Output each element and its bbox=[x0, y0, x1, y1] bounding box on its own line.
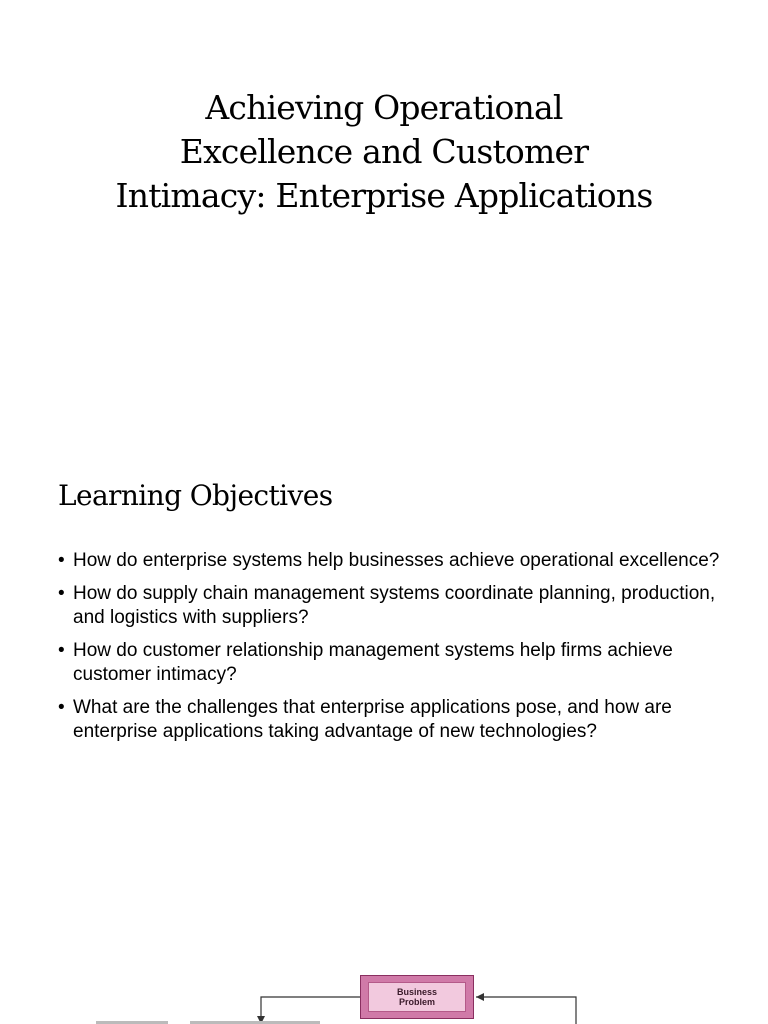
connector-line-right bbox=[476, 997, 576, 1024]
business-problem-box bbox=[360, 975, 474, 1019]
objective-text: How do supply chain management systems coordinate planning, production, and logistics with suppliers? bbox=[73, 583, 716, 628]
objective-item bbox=[58, 696, 738, 744]
bullet-icon: • bbox=[58, 640, 65, 661]
box-label-line: Business bbox=[396, 987, 438, 997]
slide-title bbox=[40, 86, 728, 218]
objective-item bbox=[58, 639, 738, 687]
bullet-icon: • bbox=[58, 697, 65, 718]
box-label-line: Problem bbox=[398, 997, 435, 1007]
business-problem-label bbox=[368, 982, 466, 1012]
title-line: Excellence and Customer bbox=[179, 132, 589, 171]
bullet-icon: • bbox=[58, 583, 65, 604]
learning-objectives-list bbox=[58, 549, 738, 753]
objective-text: What are the challenges that enterprise applications pose, and how are enterprise applications taking advantage of new technologies? bbox=[73, 697, 672, 742]
objective-item bbox=[58, 549, 738, 573]
objective-text: How do enterprise systems help businesses achieve operational excellence? bbox=[73, 550, 720, 571]
business-problem-diagram bbox=[0, 966, 768, 1024]
learning-objectives-heading: Learning Objectives bbox=[58, 479, 333, 512]
title-line: Achieving Operational bbox=[205, 88, 563, 127]
bullet-icon: • bbox=[58, 550, 65, 571]
arrow-left-icon bbox=[476, 993, 484, 1001]
objective-text: How do customer relationship management systems help firms achieve customer intimacy? bbox=[73, 640, 673, 685]
connector-line-left bbox=[261, 997, 360, 1024]
objective-item bbox=[58, 582, 738, 630]
title-line: Intimacy: Enterprise Applications bbox=[115, 176, 653, 215]
